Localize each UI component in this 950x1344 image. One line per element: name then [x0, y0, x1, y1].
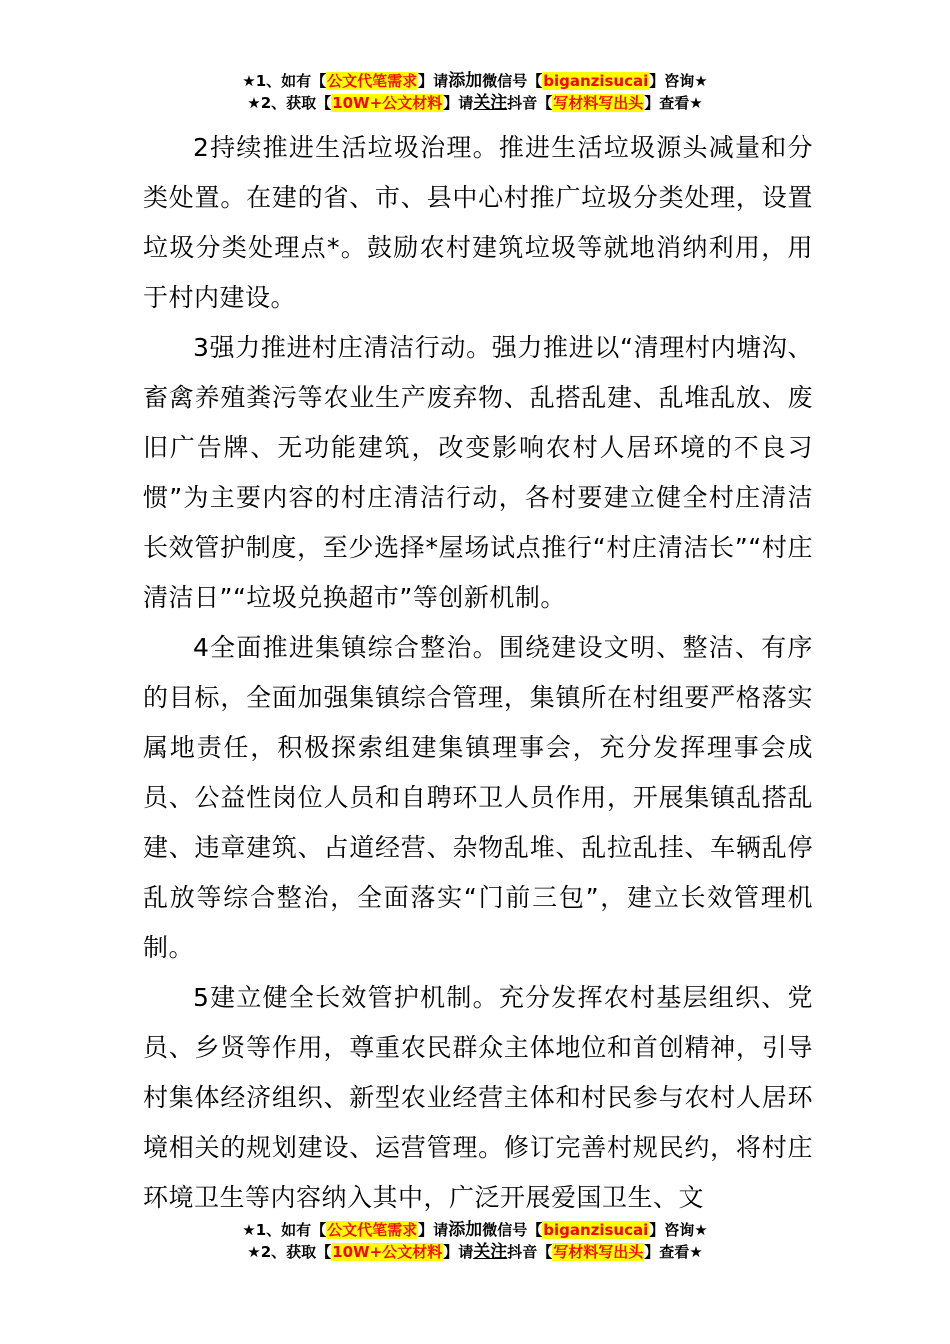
- banner-emphasis: 添加: [448, 71, 483, 91]
- banner-line-1: [0, 70, 950, 92]
- paragraph-3: 3强力推进村庄清洁行动。强力推进以“清理村内塘沟、畜禽养殖粪污等农业生产废弃物、乱搭乱建、乱堆乱放、废旧广告牌、无功能建筑，改变影响农村人居环境的不良习惯”为主要内容的村庄清洁行动，各村要建立健全村庄清洁长效管护制度，至少选择*屋场试点推行“村庄清洁长”“村庄清洁日”“垃圾兑换超市”等创新机制。: [143, 333, 813, 612]
- banner-text: ★2、获取【: [247, 1243, 332, 1261]
- banner-highlight: 写材料写出头: [553, 1243, 644, 1261]
- banner-text: 】咨询★: [649, 1221, 708, 1239]
- banner-text: 】查看★: [644, 1243, 703, 1261]
- banner-text: 微信号【: [482, 1221, 543, 1239]
- paragraph-5: 5建立健全长效管护机制。充分发挥农村基层组织、党员、乡贤等作用，尊重农民群众主体地位和首创精神，引导村集体经济组织、新型农业经营主体和村民参与农村人居环境相关的规划建设、运营管理。修订完善村规民约，将村庄环境卫生等内容纳入其中，广泛开展爱国卫生、文: [143, 983, 813, 1212]
- banner-emphasis: 添加: [448, 1220, 483, 1240]
- banner-text: 】查看★: [644, 94, 703, 112]
- banner-line-1: [0, 1219, 950, 1241]
- banner-highlight: 公文代笔需求: [327, 72, 418, 90]
- banner-text: ★1、如有【: [242, 72, 327, 90]
- banner-emphasis: 关注: [473, 1242, 508, 1262]
- banner-highlight: 公文代笔需求: [327, 1221, 418, 1239]
- banner-text: 抖音【: [507, 1243, 553, 1261]
- header-banner: [0, 70, 950, 114]
- banner-text: 】请: [443, 94, 474, 112]
- banner-text: ★2、获取【: [247, 94, 332, 112]
- document-body: [143, 123, 813, 1223]
- banner-text: ★1、如有【: [242, 1221, 327, 1239]
- footer-banner: [0, 1219, 950, 1263]
- paragraph-2: 2持续推进生活垃圾治理。推进生活垃圾源头减量和分类处置。在建的省、市、县中心村推广垃圾分类处理，设置垃圾分类处理点*。鼓励农村建筑垃圾等就地消纳利用，用于村内建设。: [143, 133, 813, 312]
- banner-highlight: 10W+公文材料: [332, 94, 443, 112]
- banner-highlight: biganzisucai: [543, 1221, 649, 1239]
- banner-highlight: 写材料写出头: [553, 94, 644, 112]
- banner-text: 微信号【: [482, 72, 543, 90]
- banner-highlight: biganzisucai: [543, 72, 649, 90]
- banner-text: 】请: [443, 1243, 474, 1261]
- paragraph-4: 4全面推进集镇综合整治。围绕建设文明、整洁、有序的目标，全面加强集镇综合管理，集镇所在村组要严格落实属地责任，积极探索组建集镇理事会，充分发挥理事会成员、公益性岗位人员和自聘环卫人员作用，开展集镇乱搭乱建、违章建筑、占道经营、杂物乱堆、乱拉乱挂、车辆乱停乱放等综合整治，全面落实“门前三包”，建立长效管理机制。: [143, 633, 813, 962]
- banner-line-2: [0, 92, 950, 114]
- banner-text: 】请: [418, 72, 449, 90]
- banner-text: 抖音【: [507, 94, 553, 112]
- banner-line-2: [0, 1241, 950, 1263]
- banner-text: 】咨询★: [649, 72, 708, 90]
- banner-text: 】请: [418, 1221, 449, 1239]
- banner-emphasis: 关注: [473, 93, 508, 113]
- banner-highlight: 10W+公文材料: [332, 1243, 443, 1261]
